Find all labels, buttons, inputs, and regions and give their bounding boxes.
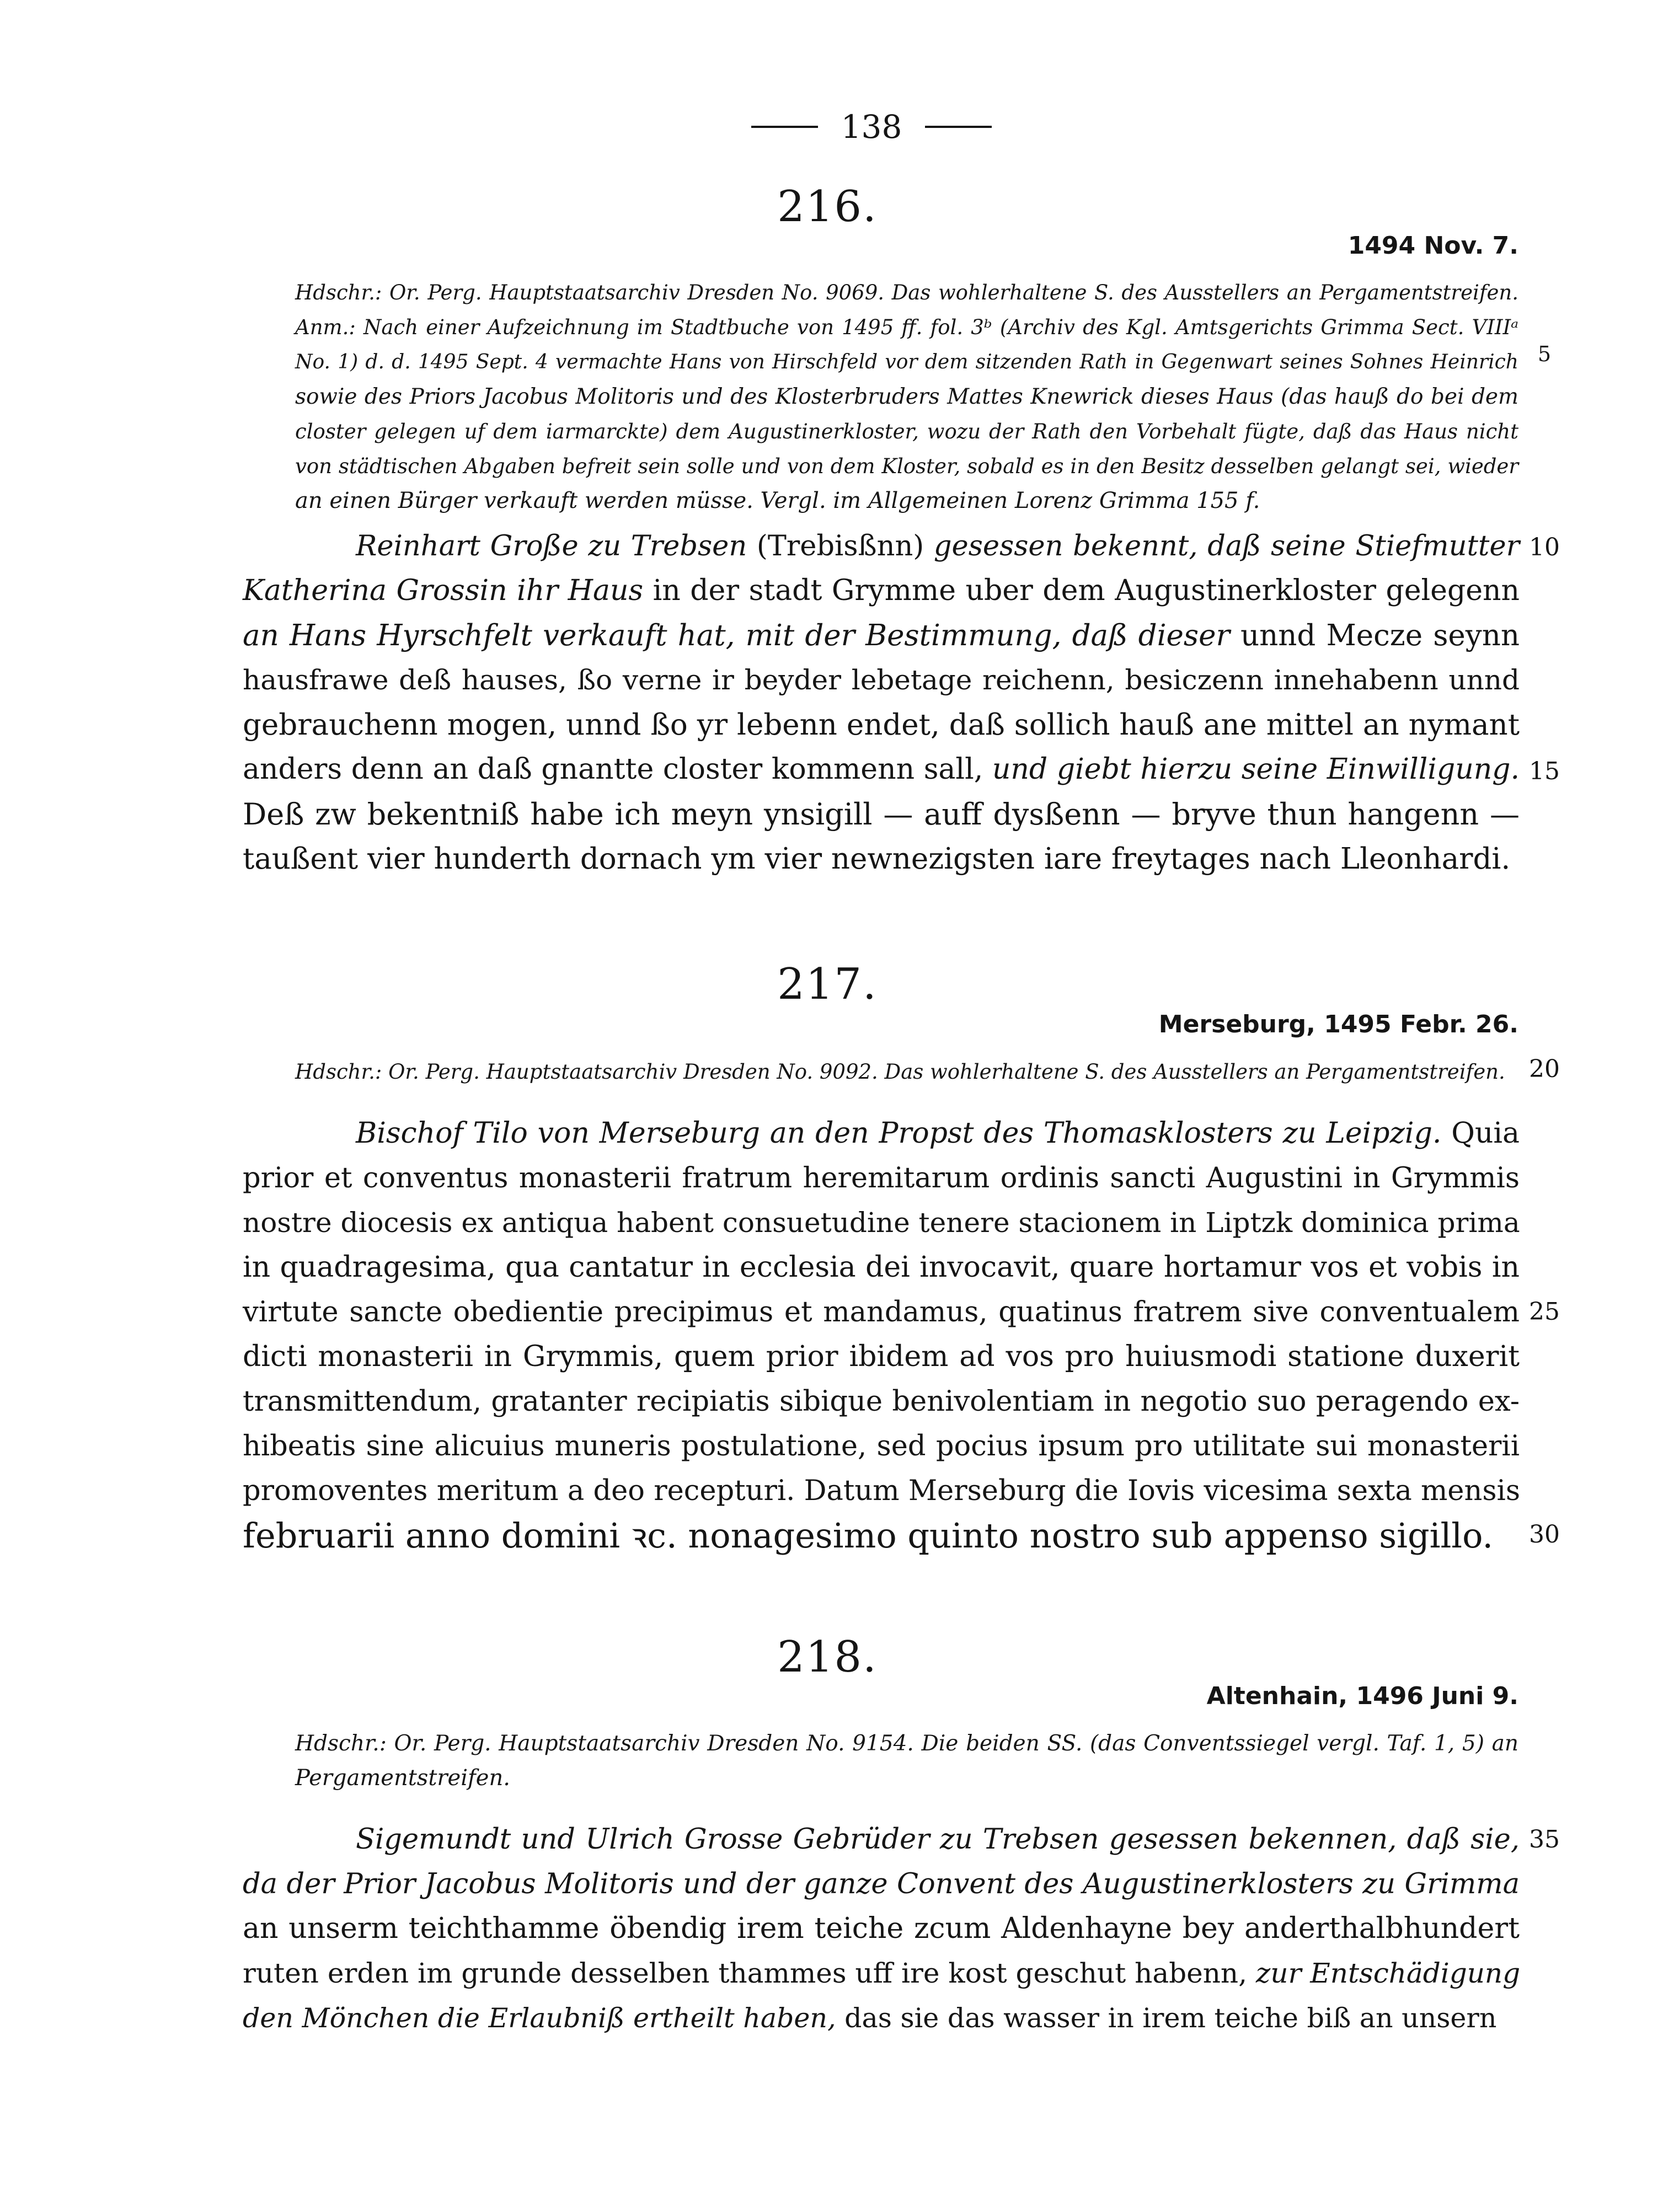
- source-text: anders denn an daß gnantte closter kommenn sall,: [243, 753, 992, 786]
- source-text: promoventes meritum a deo recepturi. Datum Merseburg die Iovis vicesima sexta mensis: [243, 1475, 1520, 1507]
- text-line: [243, 1201, 1520, 1245]
- source-text: transmittendum, gratanter recipiatis sibique benivolentiam in negotio suo peragendo ex-: [243, 1385, 1520, 1418]
- text-line: [243, 1424, 1520, 1469]
- note-line: closter gelegen uf dem iarmarckte) dem Augustinerkloster, wozu der Rath den Vorbehalt fügte, daß das Haus nicht: [295, 420, 1518, 443]
- source-text: in der stadt Grymme uber dem Augustinerkloster gelegenn: [643, 574, 1520, 607]
- source-notes-218: [295, 1726, 1518, 1796]
- source-text: ruten erden im grunde desselben thammes uff ire kost geschut habenn,: [243, 1957, 1256, 1989]
- text-line: [243, 1379, 1520, 1424]
- document-date-218: Altenhain, 1496 Juni 9.: [1206, 1682, 1518, 1710]
- italic-summary-text: Reinhart Große zu Trebsen: [356, 530, 747, 563]
- text-line: [243, 1996, 1520, 2040]
- line-number: 35: [1529, 1825, 1560, 1854]
- note-line: sowie des Priors Jacobus Molitoris und des Klosterbruders Mattes Knewrick dieses Haus (das hauß do bei dem: [295, 384, 1518, 409]
- source-notes-216: [295, 275, 1518, 518]
- italic-summary-text: Bischof Tilo von Merseburg an den Propst des Thomasklosters zu Leipzig.: [356, 1117, 1442, 1150]
- text-line: [243, 1335, 1520, 1379]
- italic-summary-text: und giebt hierzu seine Einwilligung.: [992, 753, 1520, 786]
- text-line: [243, 837, 1520, 881]
- note-line: an einen Bürger verkauft werden müsse. Vergl. im Allgemeinen Lorenz Grimma 155 f.: [295, 488, 1260, 513]
- source-text: hausfrawe deß hauses, ßo verne ir beyder lebetage reichenn, besiczenn innehabenn unnd: [243, 664, 1520, 696]
- text-line: [243, 1469, 1520, 1513]
- document-date-217: Merseburg, 1495 Febr. 26.: [1158, 1010, 1518, 1038]
- text-line: [243, 524, 1520, 569]
- text-line: [243, 1513, 1520, 1558]
- text-line: [243, 1111, 1520, 1156]
- document-number-216: 216.: [777, 182, 878, 232]
- source-text: das sie das wasser in irem teiche biß an unsern: [836, 2002, 1497, 2034]
- italic-summary-text: Sigemundt und Ulrich Grosse Gebrüder zu Trebsen gesessen bekennen, daß sie,: [356, 1823, 1520, 1856]
- note-line: Hdschr.: Or. Perg. Hauptstaatsarchiv Dresden No. 9154. Die beiden SS. (das Conventssiegel vergl. Taf. 1, 5) an: [295, 1731, 1518, 1756]
- source-text: unnd Mecze seynn: [1229, 619, 1520, 652]
- note-line: Hdschr.: Or. Perg. Hauptstaatsarchiv Dresden No. 9092. Das wohlerhaltene S. des Ausstellers an Pergamentstreifen.: [295, 1060, 1505, 1084]
- line-number: 5: [1537, 342, 1552, 366]
- source-text: in quadragesima, qua cantatur in ecclesia dei invocavit, quare hortamur vos et vobis in: [243, 1251, 1520, 1284]
- source-text: gebrauchenn mogen, unnd ßo yr lebenn endet, daß sollich hauß ane mittel an nymant: [243, 708, 1520, 742]
- source-text: hibeatis sine alicuius muneris postulatione, sed pocius ipsum pro utilitate sui monasterii: [243, 1430, 1520, 1463]
- text-line: [243, 1862, 1520, 1906]
- document-number-218: 218.: [777, 1632, 878, 1682]
- text-line: [243, 1245, 1520, 1290]
- note-line: von städtischen Abgaben befreit sein solle und von dem Kloster, sobald es in den Besitz desselben gelangt sei, wieder: [295, 454, 1518, 478]
- text-line: [243, 747, 1520, 792]
- line-number: 20: [1529, 1055, 1560, 1083]
- source-text: dicti monasterii in Grymmis, quem prior ibidem ad vos pro huiusmodi statione duxerit: [243, 1340, 1520, 1373]
- header-rule-right: [925, 126, 992, 128]
- text-line: [243, 658, 1520, 703]
- italic-summary-text: da der Prior Jacobus Molitoris und der ganze Convent des Augustinerklosters zu Grimma: [243, 1868, 1520, 1900]
- source-text: an unserm teichthamme öbendig irem teiche zcum Aldenhayne bey anderthalbhundert: [243, 1912, 1520, 1945]
- document-text-217: [243, 1111, 1520, 1558]
- page-header: [728, 105, 1015, 149]
- italic-summary-text: Katherina Grossin ihr Haus: [243, 574, 644, 607]
- header-rule-left: [751, 126, 818, 128]
- source-text: februarii anno domini ꝛc. nonagesimo quinto nostro sub appenso sigillo.: [243, 1515, 1494, 1556]
- italic-summary-text: zur Entschädigung: [1255, 1957, 1521, 1989]
- text-line: [243, 1156, 1520, 1201]
- text-line: [243, 1906, 1520, 1951]
- text-line: [243, 569, 1520, 613]
- source-text: prior et conventus monasterii fratrum heremitarum ordinis sancti Augustini in Grymmis: [243, 1162, 1520, 1195]
- note-line: Hdschr.: Or. Perg. Hauptstaatsarchiv Dresden No. 9069. Das wohlerhaltene S. des Ausstellers an Pergamentstreifen.: [295, 281, 1518, 304]
- source-text: virtute sancte obedientie precipimus et mandamus, quatinus fratrem sive conventualem: [243, 1296, 1520, 1329]
- text-line: [243, 792, 1520, 837]
- source-text: (Trebisßnn): [747, 530, 934, 563]
- text-line: [243, 1290, 1520, 1335]
- source-text: taußent vier hunderth dornach ym vier newnezigsten iare freytages nach Lleonhardi.: [243, 842, 1511, 876]
- line-number: 10: [1529, 533, 1560, 561]
- source-notes-217: [295, 1054, 1518, 1089]
- source-text: Quia: [1441, 1117, 1520, 1150]
- document-text-216: [243, 524, 1520, 881]
- italic-summary-text: gesessen bekennt, daß seine Stiefmutter: [933, 530, 1520, 563]
- note-line: No. 1) d. d. 1495 Sept. 4 vermachte Hans von Hirschfeld vor dem sitzenden Rath in Gegenwart seines Sohnes Heinrich: [295, 351, 1518, 373]
- note-line: Anm.: Nach einer Aufzeichnung im Stadtbuche von 1495 ff. fol. 3ᵇ (Archiv des Kgl. Amtsgerichts Grimma Sect. VIIIᵃ: [295, 315, 1518, 339]
- document-text-218: [243, 1817, 1520, 2040]
- italic-summary-text: an Hans Hyrschfelt verkauft hat, mit der Bestimmung, daß dieser: [243, 619, 1230, 652]
- text-line: [243, 703, 1520, 747]
- source-text: Deß zw bekentniß habe ich meyn ynsigill — auff dysßenn — bryve thun hangenn —: [243, 797, 1520, 832]
- page-number: 138: [841, 108, 902, 146]
- note-line: Pergamentstreifen.: [295, 1765, 510, 1791]
- line-number: 15: [1529, 757, 1560, 785]
- source-text: nostre diocesis ex antiqua habent consuetudine tenere stacionem in Liptzk dominica prima: [243, 1207, 1520, 1239]
- line-number: 30: [1529, 1520, 1560, 1549]
- italic-summary-text: den Mönchen die Erlaubniß ertheilt haben,: [243, 2002, 836, 2034]
- text-line: [243, 1951, 1520, 1996]
- document-date-216: 1494 Nov. 7.: [1347, 232, 1518, 260]
- text-line: [243, 613, 1520, 658]
- document-number-217: 217.: [777, 960, 878, 1009]
- line-number: 25: [1529, 1298, 1560, 1326]
- text-line: [243, 1817, 1520, 1862]
